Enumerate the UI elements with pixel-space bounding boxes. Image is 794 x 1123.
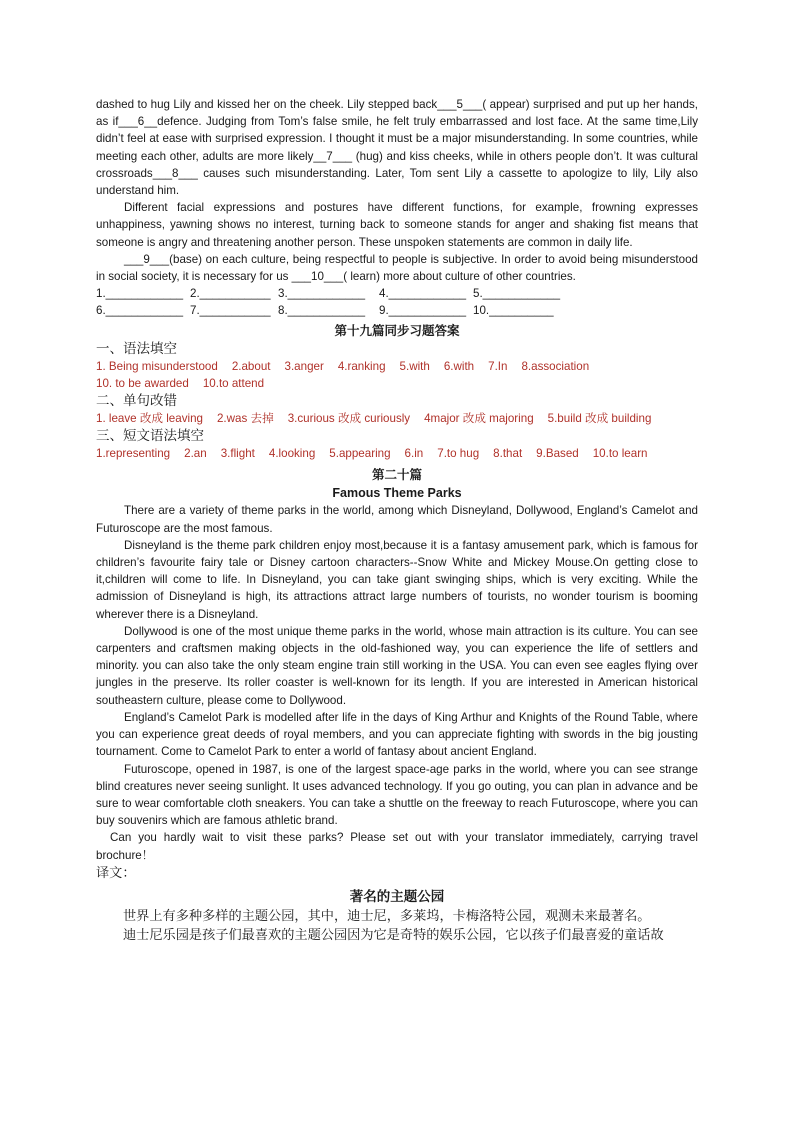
answer-item: 1. Being misunderstood: [96, 359, 218, 373]
answer-item: 5.build 改成 building: [547, 412, 652, 426]
answer-item: 10.to attend: [202, 376, 265, 390]
answer-item: 3.curious 改成 curiously: [287, 412, 411, 426]
answer-item: 4.looking: [268, 447, 316, 461]
answer-blank[interactable]: 9.____________: [379, 304, 467, 318]
passage20-title: Famous Theme Parks: [332, 486, 462, 501]
answer-blank[interactable]: 7.___________: [190, 304, 271, 318]
passage20-paragraph-1: There are a variety of theme parks in the world, among which Disneyland, Dollywood, England’s Camelot and Futuroscope are the most famous.: [96, 504, 698, 535]
section-3-title: 三、短文语法填空: [96, 428, 204, 445]
answer-blank[interactable]: 2.___________: [190, 287, 271, 301]
answer-item: 5.with: [399, 359, 430, 373]
passage20-paragraph-3: Dollywood is one of the most unique theme parks in the world, whose main attraction is its culture. You can see carpenters and craftsmen making objects in the old-fashioned way, you can experience the life of settlers and minority. you can also take the only steam engine train still working in the USA. You can even see eagles flying over jungles in the preserve. Its roller coaster is well-known for its length. If you are interested in American historical southeastern culture, please come to Dollywood.: [96, 624, 698, 707]
answer-item: 3.flight: [220, 447, 255, 461]
answer-item: 8.association: [521, 359, 590, 373]
answer-blanks-row-2: [96, 302, 698, 319]
passage20-paragraph-6: Can you hardly wait to visit these parks? Please set out with your translator immediately, carrying travel brochure！: [96, 831, 698, 862]
answer-item: 6.with: [443, 359, 475, 373]
answer-blank[interactable]: 6.____________: [96, 304, 184, 318]
answer-item: 1. leave 改成 leaving: [96, 412, 203, 426]
section-3-answers: [96, 445, 698, 462]
answer-item: 4major 改成 majoring: [424, 412, 534, 426]
passage19-paragraph-3: ___9___(base) on each culture, being respectful to people is subjective. In order to avoid being misunderstood in social society, it is necessary for us ___10___( learn) more about culture of other countries.: [96, 252, 698, 284]
translation-paragraph-1: 世界上有多种多样的主题公园，其中，迪士尼，多莱坞，卡梅洛特公园，观测未来最著名。: [123, 908, 651, 924]
passage19-paragraph-1: dashed to hug Lily and kissed her on the cheek. Lily stepped back___5___( appear) surprised and put up her hands, as if___6__defence. Judging from Tom’s false smile, he felt truly embarrassed and lost face. At the same time,Lily didn’t feel at ease with surprised expression. I thought it must be a major misunderstanding. In some countries, while meeting each other, adults are more likely__7___ (hug) and kiss cheeks, while in others people don’t. It was cultural crossroads___8___ causes such misunderstanding. Later, Tom sent Lily a cassette to apologize to lily, Lily also understand him.: [96, 98, 698, 198]
translation-paragraph-2: 迪士尼乐园是孩子们最喜欢的主题公园因为它是奇特的娱乐公园，它以孩子们最喜爱的童话故: [123, 927, 664, 943]
answer-item: 8.that: [493, 447, 523, 461]
answer-item: 7.In: [488, 359, 508, 373]
answer-item: 2.about: [231, 359, 271, 373]
answer-item: 1.representing: [96, 447, 171, 461]
answer-blank[interactable]: 1.____________: [96, 287, 184, 301]
answers-title: 第十九篇同步习题答案: [334, 323, 460, 338]
answer-item: 6.in: [404, 447, 424, 461]
answer-item: 7.to hug: [437, 447, 480, 461]
answer-item: 3.anger: [284, 359, 324, 373]
passage20-paragraph-5: Futuroscope, opened in 1987, is one of the largest space-age parks in the world, where you can see strange blind creatures never seeing sunlight. It uses advanced technology. If you go outing, you can plan in advance and be sure to wear comfortable cloth sneakers. You can take a shuttle on the freeway to reach Futuroscope, where you can buy souvenirs which are famous athletic brand.: [96, 762, 698, 828]
passage20-paragraph-2: Disneyland is the theme park children enjoy most,because it is a fantasy amusement park, which is famous for children’s favourite fairy tale or Disney cartoon characters--Snow White and Mickey Mouse.On getting close to it,children will come to life. In Disneyland, you can take giant swinging ships, which is very exciting. While the admission of Disneyland is high, its attractions attract large numbers of tourists, no wonder tourism is booming wherever there is a Disneyland.: [96, 538, 698, 621]
answer-blank[interactable]: 5.____________: [473, 287, 561, 301]
section-1-answers: [96, 358, 698, 392]
answer-blanks-row-1: [96, 285, 698, 302]
answer-item: 9.Based: [536, 447, 579, 461]
answer-blank[interactable]: 10.__________: [473, 304, 554, 318]
answer-item: 2.was 去掉: [216, 412, 274, 426]
section-2-title: 二、单句改错: [96, 393, 177, 410]
passage20-number: 第二十篇: [371, 468, 422, 483]
answer-blank[interactable]: 8.____________: [278, 304, 366, 318]
answer-blank[interactable]: 4.____________: [379, 287, 467, 301]
passage20-paragraph-4: England’s Camelot Park is modelled after life in the days of King Arthur and Knights of the Round Table, where you can experience great deeds of royal members, and you can appreciate fighting with swords in the big jousting tournament. Come to Camelot Park to enter a world of fantasy about ancient England.: [96, 710, 698, 759]
section-2-answers: [96, 410, 698, 427]
answer-item: 10. to be awarded: [96, 376, 189, 390]
answer-blank[interactable]: 3.____________: [278, 287, 366, 301]
translation-label: 译文：: [96, 865, 136, 881]
answer-item: 5.appearing: [329, 447, 391, 461]
passage19-paragraph-2: Different facial expressions and postures have different functions, for example, frowning expresses unhappiness, yawning shows no interest, turning back to someone stands for anger and shaking fist means that someone is angry and threatening another person. These unspoken statements are common in daily life.: [96, 201, 698, 249]
answer-item: 4.ranking: [337, 359, 386, 373]
answer-item: 2.an: [184, 447, 207, 461]
section-1-title: 一、语法填空: [96, 340, 177, 357]
translation-title: 著名的主题公园: [349, 888, 445, 905]
answer-item: 10.to learn: [592, 447, 648, 461]
document-page: [96, 96, 698, 945]
